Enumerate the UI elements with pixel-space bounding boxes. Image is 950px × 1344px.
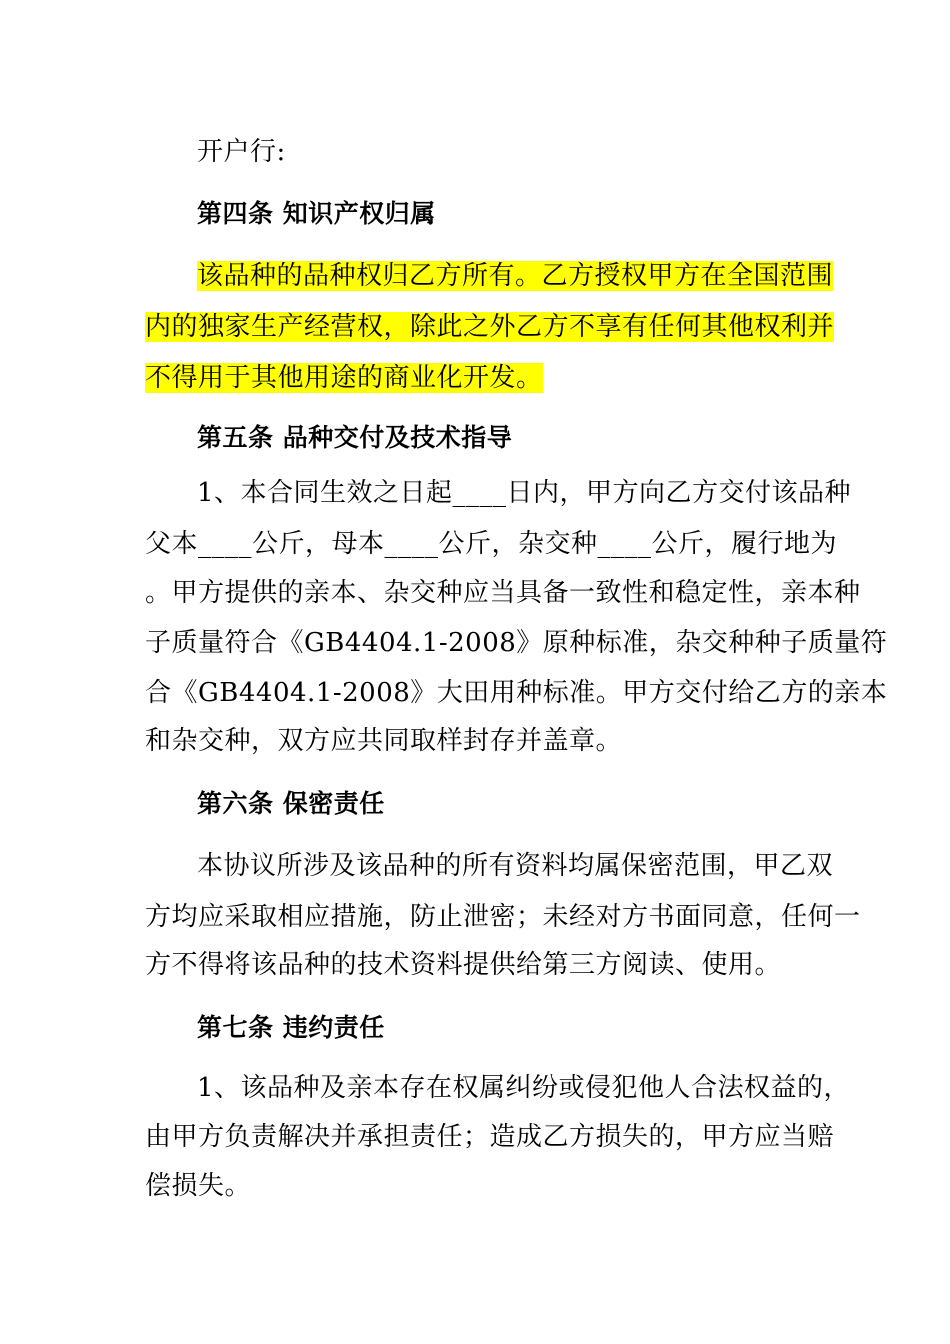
bank-label: 开户行: — [197, 137, 286, 167]
article6-heading: 第六条 保密责任 — [197, 789, 385, 818]
article4-heading: 第四条 知识产权归属 — [197, 199, 436, 228]
article5-line-5: 合《GB4404.1-2008》大田用种标准。甲方交付给乙方的亲本 — [145, 678, 888, 708]
article6-line-3: 方不得将该品种的技术资料提供给第三方阅读、使用。 — [145, 950, 782, 980]
article6-line-2: 方均应采取相应措施，防止泄密；未经对方书面同意，任何一 — [145, 902, 861, 932]
article7-line-1: 1、该品种及亲本存在权属纠纷或侵犯他人合法权益的， — [197, 1073, 851, 1103]
article5-heading: 第五条 品种交付及技术指导 — [197, 423, 513, 452]
highlighted-text: 该品种的品种权归乙方所有。乙方授权甲方在全国范围 — [197, 261, 834, 291]
article5-line-1: 1、本合同生效之日起____日内，甲方向乙方交付该品种 — [197, 478, 852, 508]
article6-line-1: 本协议所涉及该品种的所有资料均属保密范围，甲乙双 — [197, 851, 834, 881]
article5-line-4: 子质量符合《GB4404.1-2008》原种标准，杂交种种子质量符 — [145, 628, 888, 658]
article5-line-6: 和杂交种，双方应共同取样封存并盖章。 — [145, 726, 623, 756]
article5-line-2: 父本____公斤，母本____公斤，杂交种____公斤，履行地为 — [145, 529, 838, 559]
highlighted-text: 内的独家生产经营权，除此之外乙方不享有任何其他权利并 — [145, 312, 835, 342]
article7-line-3: 偿损失。 — [145, 1171, 252, 1201]
highlighted-text: 不得用于其他用途的商业化开发。 — [145, 363, 543, 393]
article5-line-3: 。甲方提供的亲本、杂交种应当具备一致性和稳定性，亲本种 — [145, 578, 861, 608]
article7-line-2: 由甲方负责解决并承担责任；造成乙方损失的，甲方应当赔 — [145, 1122, 835, 1152]
article4-line-2 — [145, 307, 835, 347]
article4-line-1 — [197, 256, 834, 296]
article7-heading: 第七条 违约责任 — [197, 1013, 385, 1042]
article4-line-3 — [145, 358, 810, 398]
